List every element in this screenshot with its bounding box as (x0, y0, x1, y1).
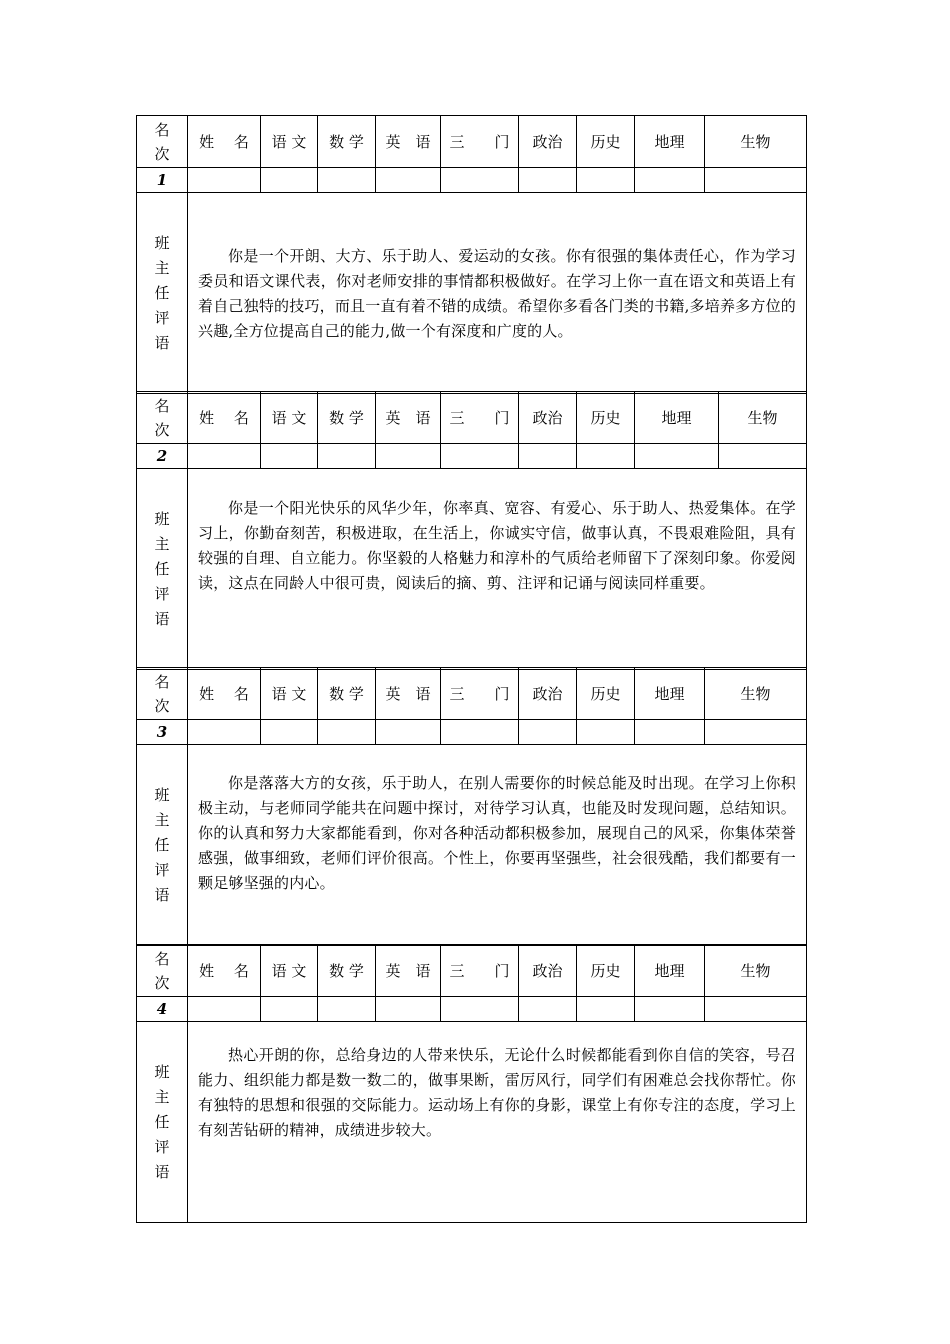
student-block-1 (136, 115, 806, 394)
english-cell[interactable] (376, 997, 441, 1022)
label-char: 主 (154, 810, 170, 829)
politics-cell[interactable] (519, 444, 577, 469)
name-cell[interactable] (188, 444, 261, 469)
label-char: 评 (154, 584, 170, 603)
rank-header (137, 945, 188, 997)
report-table-4 (136, 944, 807, 1223)
english-header: 英 语 (376, 116, 441, 168)
label-char: 主 (154, 258, 170, 277)
name-header: 姓 名 (188, 668, 261, 720)
history-header: 历史 (577, 116, 635, 168)
student-block-4 (136, 944, 806, 1223)
english-cell[interactable] (376, 168, 441, 193)
rank-value: 1 (137, 168, 188, 193)
label-char: 语 (154, 609, 170, 628)
rank-value: 4 (137, 997, 188, 1022)
three-subjects-header: 三 门 (441, 392, 519, 444)
politics-cell[interactable] (519, 720, 577, 745)
biology-header: 生物 (719, 392, 807, 444)
history-cell[interactable] (577, 997, 635, 1022)
biology-cell[interactable] (705, 168, 807, 193)
politics-header: 政治 (519, 668, 577, 720)
comment-row (137, 1022, 807, 1223)
rank-value: 2 (137, 444, 188, 469)
label-char: 主 (154, 1087, 170, 1106)
rank-header-char: 次 (154, 420, 170, 439)
score-row (137, 997, 807, 1022)
geography-header: 地理 (635, 668, 705, 720)
chinese-header: 语 文 (261, 668, 318, 720)
label-char: 评 (154, 308, 170, 327)
geography-header: 地理 (635, 392, 719, 444)
name-cell[interactable] (188, 997, 261, 1022)
teacher-comment-label (137, 745, 188, 946)
score-row (137, 444, 807, 469)
rank-header-char: 次 (154, 973, 170, 992)
geography-cell[interactable] (635, 168, 705, 193)
comment-row (137, 469, 807, 670)
math-cell[interactable] (318, 720, 376, 745)
rank-header-char: 名 (154, 672, 170, 691)
biology-cell[interactable] (705, 720, 807, 745)
label-char: 任 (154, 559, 170, 578)
geography-cell[interactable] (635, 997, 705, 1022)
teacher-comment-label (137, 193, 188, 394)
history-header: 历史 (577, 668, 635, 720)
name-header: 姓 名 (188, 392, 261, 444)
rank-header-char: 次 (154, 696, 170, 715)
politics-cell[interactable] (519, 168, 577, 193)
math-cell[interactable] (318, 444, 376, 469)
rank-header (137, 116, 188, 168)
math-cell[interactable] (318, 168, 376, 193)
name-cell[interactable] (188, 720, 261, 745)
english-cell[interactable] (376, 444, 441, 469)
score-row (137, 720, 807, 745)
math-cell[interactable] (318, 997, 376, 1022)
math-header: 数 学 (318, 668, 376, 720)
comment-cell (188, 1022, 807, 1223)
report-table-2 (136, 391, 807, 670)
rank-header-char: 名 (154, 949, 170, 968)
chinese-cell[interactable] (261, 168, 318, 193)
biology-cell[interactable] (719, 444, 807, 469)
label-char: 语 (154, 333, 170, 352)
math-header: 数 学 (318, 945, 376, 997)
teacher-comment-text: 你是一个阳光快乐的风华少年，你率真、宽容、有爱心、乐于助人、热爱集体。在学习上，你勤奋刻苦，积极进取，在生活上，你诚实守信，做事认真，不畏艰难险阻，具有较强的自理、自立能力。你坚毅的人格魅力和淳朴的气质给老师留下了深刻印象。你爱阅读，这点在同龄人中很可贵，阅读后的摘、剪、注评和记诵与阅读同样重要。 (198, 499, 796, 592)
comment-cell (188, 469, 807, 670)
english-header: 英 语 (376, 668, 441, 720)
three-subjects-header: 三 门 (441, 668, 519, 720)
geography-cell[interactable] (635, 444, 719, 469)
student-block-3 (136, 667, 806, 946)
chinese-cell[interactable] (261, 720, 318, 745)
comment-row (137, 745, 807, 946)
report-table-1 (136, 115, 807, 394)
teacher-comment-label (137, 1022, 188, 1223)
english-header: 英 语 (376, 945, 441, 997)
rank-header-char: 次 (154, 144, 170, 163)
three-subjects-header: 三 门 (441, 116, 519, 168)
header-row (137, 116, 807, 168)
politics-header: 政治 (519, 945, 577, 997)
politics-header: 政治 (519, 392, 577, 444)
label-char: 评 (154, 1137, 170, 1156)
biology-header: 生物 (705, 668, 807, 720)
rank-value: 3 (137, 720, 188, 745)
biology-header: 生物 (705, 116, 807, 168)
label-char: 语 (154, 1162, 170, 1181)
rank-header (137, 392, 188, 444)
three-subjects-cell[interactable] (441, 444, 519, 469)
comment-row (137, 193, 807, 394)
header-row (137, 945, 807, 997)
biology-header: 生物 (705, 945, 807, 997)
label-char: 任 (154, 835, 170, 854)
geography-header: 地理 (635, 116, 705, 168)
label-char: 班 (154, 509, 170, 528)
teacher-comment-text: 热心开朗的你，总给身边的人带来快乐，无论什么时候都能看到你自信的笑容，号召能力、组织能力都是数一数二的，做事果断，雷厉风行，同学们有困难总会找你帮忙。你有独特的思想和很强的交际能力。运动场上有你的身影，课堂上有你专注的态度，学习上有刻苦钻研的精神，成绩进步较大。 (198, 1046, 796, 1139)
label-char: 语 (154, 885, 170, 904)
biology-cell[interactable] (705, 997, 807, 1022)
header-row (137, 668, 807, 720)
history-cell[interactable] (577, 444, 635, 469)
geography-header: 地理 (635, 945, 705, 997)
teacher-comment-text: 你是一个开朗、大方、乐于助人、爱运动的女孩。你有很强的集体责任心，作为学习委员和语文课代表，你对老师安排的事情都积极做好。在学习上你一直在语文和英语上有着自己独特的技巧，而且一直有着不错的成绩。希望你多看各门类的书籍,多培养多方位的兴趣,全方位提高自己的能力,做一个有深度和广度的人。 (198, 247, 796, 340)
name-header: 姓 名 (188, 116, 261, 168)
header-row (137, 392, 807, 444)
politics-header: 政治 (519, 116, 577, 168)
english-cell[interactable] (376, 720, 441, 745)
history-cell[interactable] (577, 720, 635, 745)
comment-cell (188, 193, 807, 394)
politics-cell[interactable] (519, 997, 577, 1022)
name-cell[interactable] (188, 168, 261, 193)
score-row (137, 168, 807, 193)
history-header: 历史 (577, 392, 635, 444)
teacher-comment-text: 你是落落大方的女孩，乐于助人，在别人需要你的时候总能及时出现。在学习上你积极主动，与老师同学能共在问题中探讨，对待学习认真，也能及时发现问题，总结知识。你的认真和努力大家都能看到，你对各种活动都积极参加，展现自己的风采，你集体荣誉感强，做事细致，老师们评价很高。个性上，你要再坚强些，社会很残酷，我们都要有一颗足够坚强的内心。 (198, 774, 796, 892)
report-table-3 (136, 667, 807, 946)
three-subjects-cell[interactable] (441, 720, 519, 745)
chinese-header: 语 文 (261, 392, 318, 444)
label-char: 评 (154, 860, 170, 879)
rank-header (137, 668, 188, 720)
chinese-cell[interactable] (261, 444, 318, 469)
chinese-header: 语 文 (261, 116, 318, 168)
label-char: 任 (154, 283, 170, 302)
math-header: 数 学 (318, 392, 376, 444)
label-char: 班 (154, 785, 170, 804)
chinese-cell[interactable] (261, 997, 318, 1022)
teacher-comment-label (137, 469, 188, 670)
three-subjects-header: 三 门 (441, 945, 519, 997)
label-char: 主 (154, 534, 170, 553)
three-subjects-cell[interactable] (441, 997, 519, 1022)
rank-header-char: 名 (154, 120, 170, 139)
rank-header-char: 名 (154, 396, 170, 415)
name-header: 姓 名 (188, 945, 261, 997)
history-header: 历史 (577, 945, 635, 997)
geography-cell[interactable] (635, 720, 705, 745)
chinese-header: 语 文 (261, 945, 318, 997)
math-header: 数 学 (318, 116, 376, 168)
label-char: 班 (154, 233, 170, 252)
three-subjects-cell[interactable] (441, 168, 519, 193)
english-header: 英 语 (376, 392, 441, 444)
label-char: 任 (154, 1112, 170, 1131)
student-block-2 (136, 391, 806, 670)
label-char: 班 (154, 1062, 170, 1081)
history-cell[interactable] (577, 168, 635, 193)
comment-cell (188, 745, 807, 946)
